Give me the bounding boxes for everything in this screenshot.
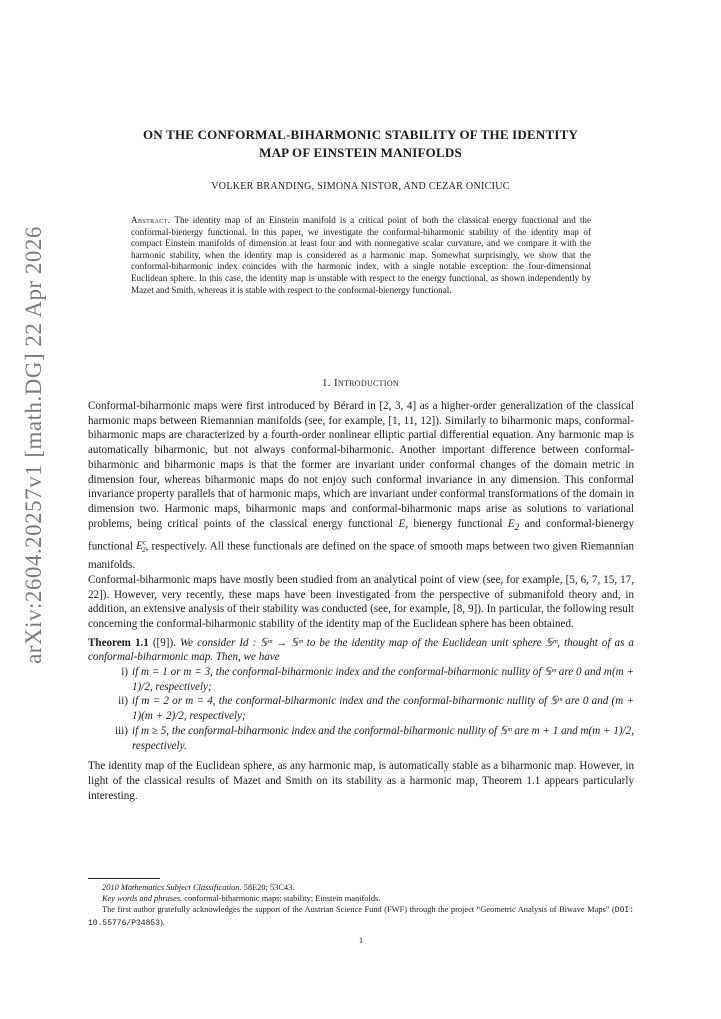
item-number: i) [121, 666, 128, 679]
footnote-funding [88, 904, 634, 928]
section-heading [88, 377, 633, 389]
text-run: Conformal-biharmonic maps were first introduced by Bérard in [2, 3, 4] as a higher-order generalization of the classical harmonic maps between Riemannian manifolds (see, for example, [1, 11, 12]). Similarly to biharmonic maps, conformal-biharmonic maps are characterized by a fourth-order nonlinear elliptic partial differential equation. Any harmonic map is automatically biharmonic, but not always conformal-biharmonic. Another important difference between conformal-biharmonic and biharmonic maps is that the former are invariant under conformal changes of the domain metric in dimension four, whereas biharmonic maps do not enjoy such conformal invariance in any dimension. This conformal invariance property parallels that of harmonic maps, which are invariant under conformal transformations of the domain in dimension two. Harmonic maps, biharmonic maps and conformal-biharmonic maps arise as solutions to variational problems, being critical points of the classical energy functional [88, 400, 634, 530]
theorem-1-1 [88, 636, 634, 754]
item-number: ii) [118, 695, 128, 708]
text-run: and conformal-bienergy functional [88, 517, 634, 553]
footnote-value: 58E20; 53C43. [241, 883, 295, 892]
theorem-statement [88, 636, 634, 665]
footnote-msc [88, 882, 634, 893]
abstract-label: Abstract. [131, 215, 171, 225]
theorem-label: Theorem 1.1 [88, 636, 149, 649]
math-subscript: 2 [142, 546, 146, 555]
math-E2c [136, 538, 147, 555]
arxiv-identifier [8, 226, 60, 664]
text-run: , bienergy functional [405, 517, 508, 530]
footnote-text: The first author gratefully acknowledges the support of the Austrian Science Fund (FWF) through the project “Geometric Analysis of Biwave Maps” ( [102, 905, 615, 915]
footnote-keywords [88, 893, 634, 904]
main-body [88, 399, 634, 803]
item-text: if m = 2 or m = 4, the conformal-biharmonic index and the conformal-biharmonic nullity of 𝕊ᵐ are 0 and (m + 1)(m + 2)/2, respectively; [132, 695, 634, 723]
title-line-2: MAP OF EINSTEIN MANIFOLDS [259, 145, 462, 160]
arxiv-identifier-text: arXiv:2604.20257v1 [math.DG] 22 Apr 2026 [21, 226, 46, 664]
theorem-items [88, 665, 634, 753]
math-symbol: E [136, 540, 143, 553]
section-number: 1. [322, 377, 331, 389]
footnote-label: Key words and phrases. [102, 894, 183, 904]
item-text: if m ≥ 5, the conformal-biharmonic index and the conformal-biharmonic nullity of 𝕊ᵐ are m + 1 and m(m + 1)/2, respectively. [132, 724, 634, 752]
footnote-label: 2010 Mathematics Subject Classification. [102, 883, 242, 892]
intro-paragraph-2: Conformal-biharmonic maps have mostly been studied from an analytical point of view (see, for example, [5, 6, 7, 15, 17, 22]). However, very recently, these maps have been investigated from the perspective of submanifold theory and, in addition, an extensive analysis of their stability was conducted (see, for example, [8, 9]). In particular, the following result concerning the conformal-biharmonic stability of the identity map of the Euclidean sphere has been obtained. [88, 573, 634, 630]
title-line-1: ON THE CONFORMAL-BIHARMONIC STABILITY OF THE IDENTITY [142, 127, 579, 142]
footnote-rule [88, 878, 160, 879]
intro-paragraph-3: The identity map of the Euclidean sphere, as any harmonic map, is automatically stable as a biharmonic map. However, in light of the classical results of Mazet and Smith on its stability as a harmonic map, Theorem 1.1 appears particularly interesting. [88, 760, 634, 802]
theorem-item [88, 665, 634, 694]
math-symbol: E [507, 517, 515, 530]
abstract-text: The identity map of an Einstein manifold is a critical point of both the classical energy functional and the conformal-bienergy functional. In this paper, we investigate the conformal-biharmonic stability of the identity map of compact Einstein manifolds of dimension at least four and with nonnegative scalar curvature, and we compare it with the harmonic stability, when the identity map is considered as a harmonic map. Somewhat surprisingly, we show that the conformal-biharmonic index coincides with the harmonic index, with a single notable exception: the four-dimensional Euclidean sphere. In this case, the identity map is unstable with respect to the energy functional, as shown independently by Mazet and Smith, whereas it is stable with respect to the conformal-bienergy functional. [131, 215, 592, 295]
doi-link[interactable]: DOI: 10.55776/P34853 [88, 906, 634, 928]
theorem-item [88, 724, 634, 753]
theorem-citation: ([9]). [152, 636, 176, 649]
footnote-value: conformal-biharmonic maps; stability; Einstein manifolds. [182, 894, 381, 904]
theorem-item [88, 694, 634, 723]
page-number: 1 [358, 935, 364, 945]
math-superscript: c [142, 538, 147, 547]
footnote-text: ). [160, 917, 165, 927]
text-run: , respectively. All these functionals are defined on the space of smooth maps between two given Riemannian manifolds. [88, 540, 634, 572]
intro-paragraph-1 [88, 399, 634, 573]
paper-title [88, 126, 633, 162]
theorem-text: We consider Id : 𝕊ᵐ → 𝕊ᵐ to be the identity map of the Euclidean unit sphere 𝕊ᵐ, thought of as a conformal-biharmonic map. Then, we have [88, 636, 634, 664]
item-number: iii) [115, 724, 128, 737]
section-title: Introduction [333, 377, 399, 389]
abstract [131, 215, 591, 296]
math-E: E [398, 517, 406, 530]
math-E2 [507, 517, 520, 533]
footnotes [88, 882, 634, 929]
item-text: if m = 1 or m = 3, the conformal-biharmonic index and the conformal-biharmonic nullity of 𝕊ᵐ are 0 and m(m + 1)/2, respectively; [132, 666, 634, 693]
math-subscript: 2 [514, 522, 520, 533]
author-list: VOLKER BRANDING, SIMONA NISTOR, AND CEZAR ONICIUC [211, 181, 510, 192]
